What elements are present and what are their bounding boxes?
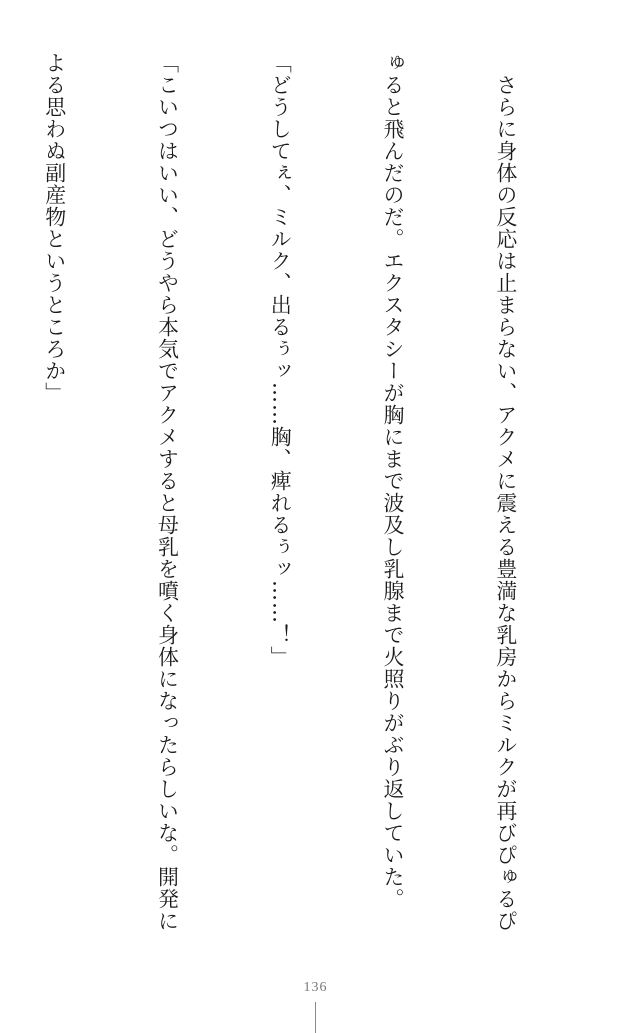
text-line: よる思わぬ副産物というところか」: [42, 52, 67, 404]
text-line: ゅると飛んだのだ。エクスタシーが胸にまで波及し乳腺まで火照りがぶり返していた。: [381, 52, 406, 910]
page-number: 136: [303, 980, 328, 995]
text-line: 「どうしてぇ、ミルク、出るぅッ……胸、痺れるぅッ……！」: [268, 52, 293, 668]
body-text: [0, 52, 599, 952]
page-number-rule: [315, 1002, 316, 1033]
text-line: さらに身体の反応は止まらない、アクメに震える豊満な乳房からミルクが再びぴゅるぴ: [493, 52, 518, 932]
text-line: 「こいつはいい、どうやら本気でアクメすると母乳を噴く身体になったらしいな。開発に: [155, 52, 180, 932]
